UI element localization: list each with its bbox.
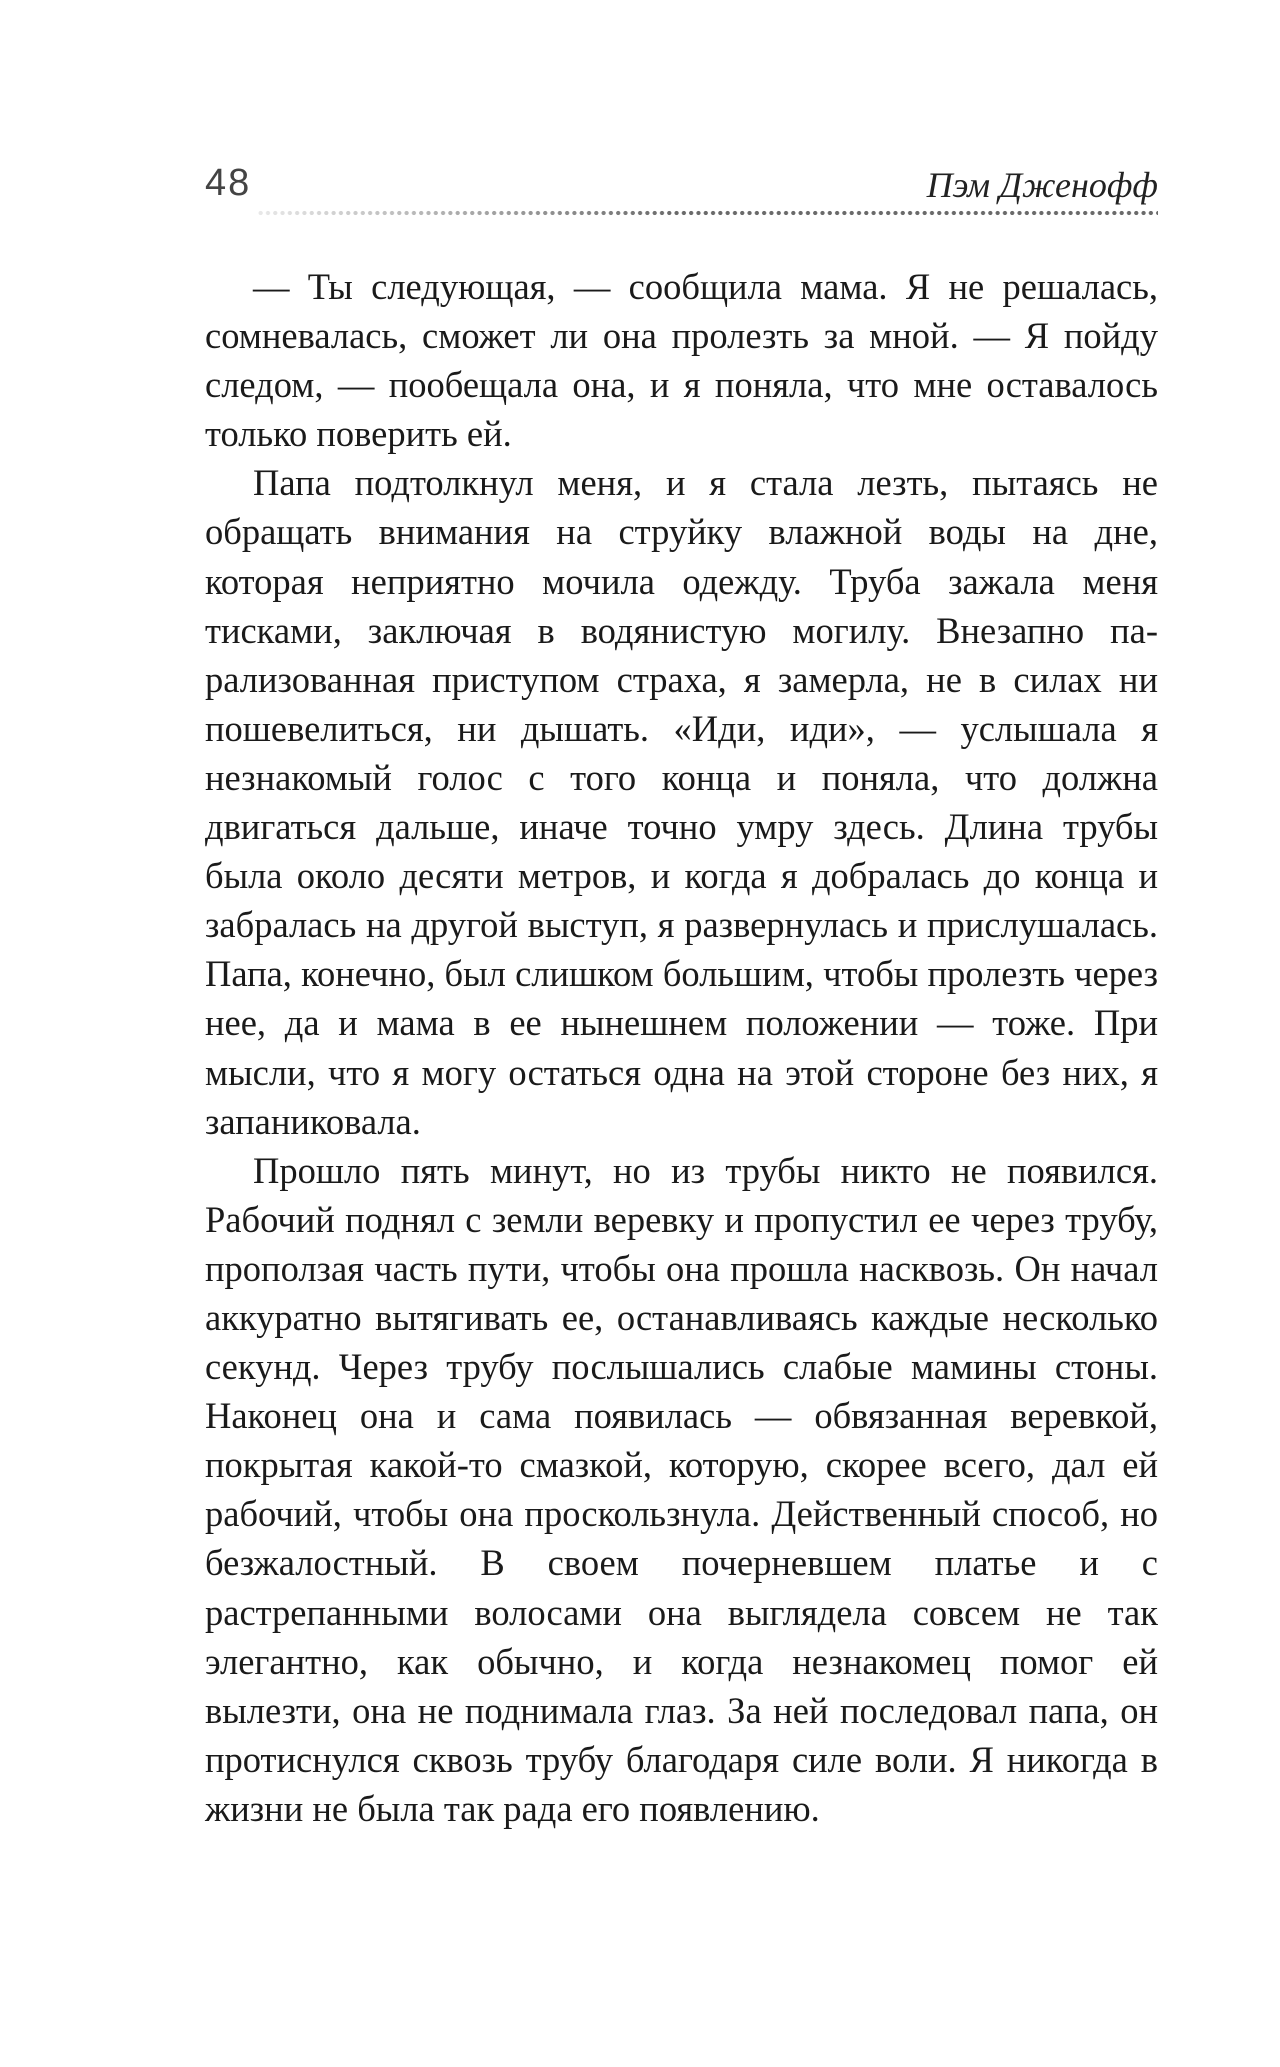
page-header: [205, 160, 1158, 220]
page-number: 48: [205, 162, 252, 204]
body-text: [205, 262, 1158, 1833]
dotted-rule-fade: [257, 208, 677, 218]
paragraph: Папа подтолкнул меня, и я стала лезть, пытаясь не обращать внимания на струйку влажной воды на дне, которая неприятно мочила одежду. Труба зажала меня тисками, заключая в водянистую могилу. Внезапно парализованная приступом страха, я замерла, не в силах ни пошевелиться, ни дышать. «Иди, иди», — услышала я незнакомый голос с того конца и поняла, что должна двигаться дальше, иначе точно умру здесь. Длина трубы была около десяти метров, и когда я добралась до конца и забралась на другой выступ, я развернулась и прислушалась. Папа, конечно, был слишком большим, чтобы пролезть через нее, да и мама в ее нынешнем положении — тоже. При мысли, что я могу остаться одна на этой стороне без них, я запаниковала.: [205, 462, 1158, 1142]
running-head-author: Пэм Дженофф: [926, 165, 1158, 205]
paragraph: — Ты следующая, — сообщила мама. Я не решалась, сомневалась, сможет ли она пролезть за мной. — Я пойду следом, — пообещала она, и я поняла, что мне оставалось только поверить ей.: [205, 266, 1158, 455]
paragraph: Прошло пять минут, но из трубы никто не появился. Рабочий поднял с земли веревку и пропустил ее через трубу, проползая часть пути, чтобы она прошла насквозь. Он начал аккуратно вытягивать ее, останавливаясь каждые несколько секунд. Через трубу послышались слабые мамины стоны. Наконец она и сама появилась — обвязанная веревкой, покрытая какой-то смазкой, которую, скорее всего, дал ей рабочий, чтобы она проскользнула. Действенный способ, но безжалостный. В своем почерневшем платье и с растрепанными волосами она выглядела совсем не так элегантно, как обычно, и когда незнакомец помог ей вылезти, она не поднимала глаз. За ней последовал папа, он протиснулся сквозь трубу благодаря силе воли. Я никогда в жизни не была так рада его появлению.: [205, 1149, 1158, 1829]
